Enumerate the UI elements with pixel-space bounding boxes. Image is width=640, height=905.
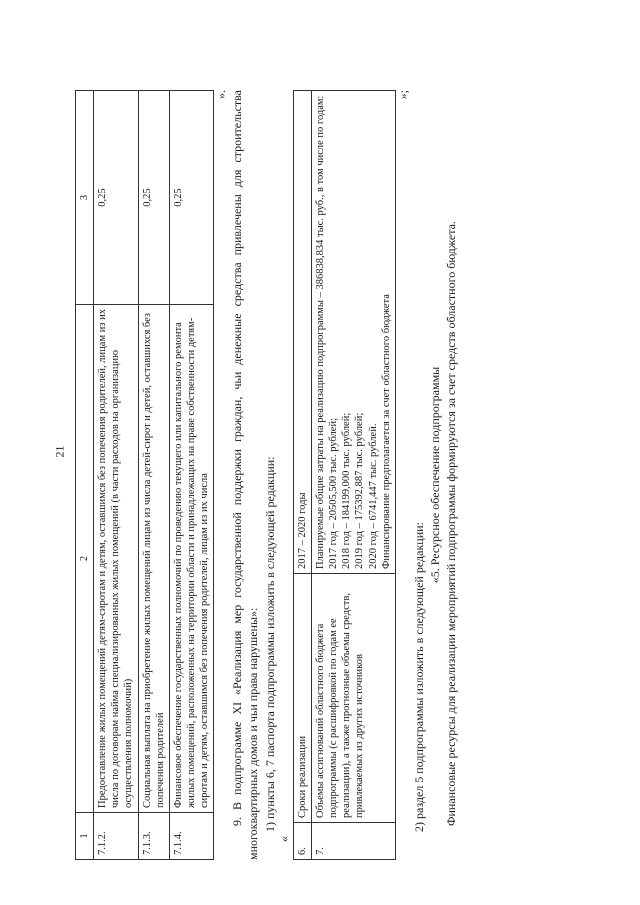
closing-quote-semicolon: »; bbox=[395, 90, 410, 100]
row-label: Объемы ассигнований областного бюджета подпрограммы (с расшифровкой по годам ее реализации), а также прогнозные объемы средств, привлекаемых из других источников bbox=[312, 574, 396, 823]
row-value bbox=[293, 91, 311, 574]
passport-table bbox=[293, 90, 396, 860]
value-line: 2020 год – 6741,447 тыс. рублей. bbox=[367, 423, 379, 569]
row-number: 7. bbox=[312, 823, 396, 860]
header-col-3: 3 bbox=[76, 91, 94, 305]
row-number: 7.1.4. bbox=[169, 813, 213, 860]
measures-table bbox=[75, 90, 214, 860]
table-row bbox=[94, 91, 138, 860]
row-text: Предоставление жилых помещений детям-сиротам и детям, оставшимся без попечения родителей, лицам из их числа по договорам найма специализированных жилых помещений (в части расходов на организацию осуществления полномочий) bbox=[94, 305, 138, 813]
row-value: 0,25 bbox=[138, 91, 169, 305]
row-number: 7.1.2. bbox=[94, 813, 138, 860]
value-line: 2018 год – 184199,000 тыс. рублей; bbox=[341, 412, 353, 569]
page-content bbox=[75, 90, 585, 860]
row-number: 7.1.3. bbox=[138, 813, 169, 860]
value-line: 2017 – 2020 годы bbox=[296, 492, 308, 569]
row-text: Финансовое обеспечение государственных полномочий по проведению текущего или капитального ремонта жилых помещений, расположенных на территории области и принадлежащих на праве собственности детям-сиротам и детям, оставшимся без попечения родителей, лицам из их числа bbox=[169, 305, 213, 813]
row-value: 0,25 bbox=[94, 91, 138, 305]
row-value bbox=[312, 91, 396, 574]
header-col-2: 2 bbox=[76, 305, 94, 813]
table-row bbox=[312, 91, 396, 860]
page-number: 21 bbox=[52, 445, 67, 458]
header-col-1: 1 bbox=[76, 813, 94, 860]
item-2: 2) раздел 5 подпрограммы изложить в следующей редакции: bbox=[411, 522, 426, 832]
section-5-title: «5. Ресурсное обеспечение подпрограммы bbox=[427, 366, 442, 584]
row-text: Социальная выплата на приобретение жилых помещений лицам из числа детей-сирот и детей, оставшихся без попечения родителей bbox=[138, 305, 169, 813]
table-row bbox=[138, 91, 169, 860]
value-line: 2017 год – 20505,500 тыс. рублей; bbox=[328, 417, 340, 569]
table-row bbox=[169, 91, 213, 860]
row-number: 6. bbox=[293, 823, 311, 860]
row-label: Сроки реализации bbox=[293, 574, 311, 823]
value-line: Финансирование предполагается за счет областного бюджета bbox=[380, 294, 392, 569]
paragraph-9: 9. В подпрограмме XI «Реализация мер государственной поддержки граждан, чьи денежные средства привлечены для строительства многоквартирных домов и чьи права нарушены»: bbox=[230, 90, 261, 860]
value-line: Планируемые общие затраты на реализацию подпрограммы – 386838,834 тыс. руб., в том числе по годам: bbox=[315, 95, 326, 569]
table-row bbox=[293, 91, 311, 860]
opening-quote-mark: « bbox=[276, 836, 291, 842]
table-header-row bbox=[76, 91, 94, 860]
closing-quote-mark: ». bbox=[214, 90, 229, 99]
row-value: 0,25 bbox=[169, 91, 213, 305]
item-1: 1) пункты 6, 7 паспорта подпрограммы изложить в следующей редакции: bbox=[262, 456, 277, 832]
section-5-text: Финансовые ресурсы для реализации мероприятий подпрограммы формируются за счет средств областного бюджета. bbox=[444, 221, 459, 826]
value-line: 2019 год – 175392,887 тыс. рублей; bbox=[354, 412, 366, 569]
